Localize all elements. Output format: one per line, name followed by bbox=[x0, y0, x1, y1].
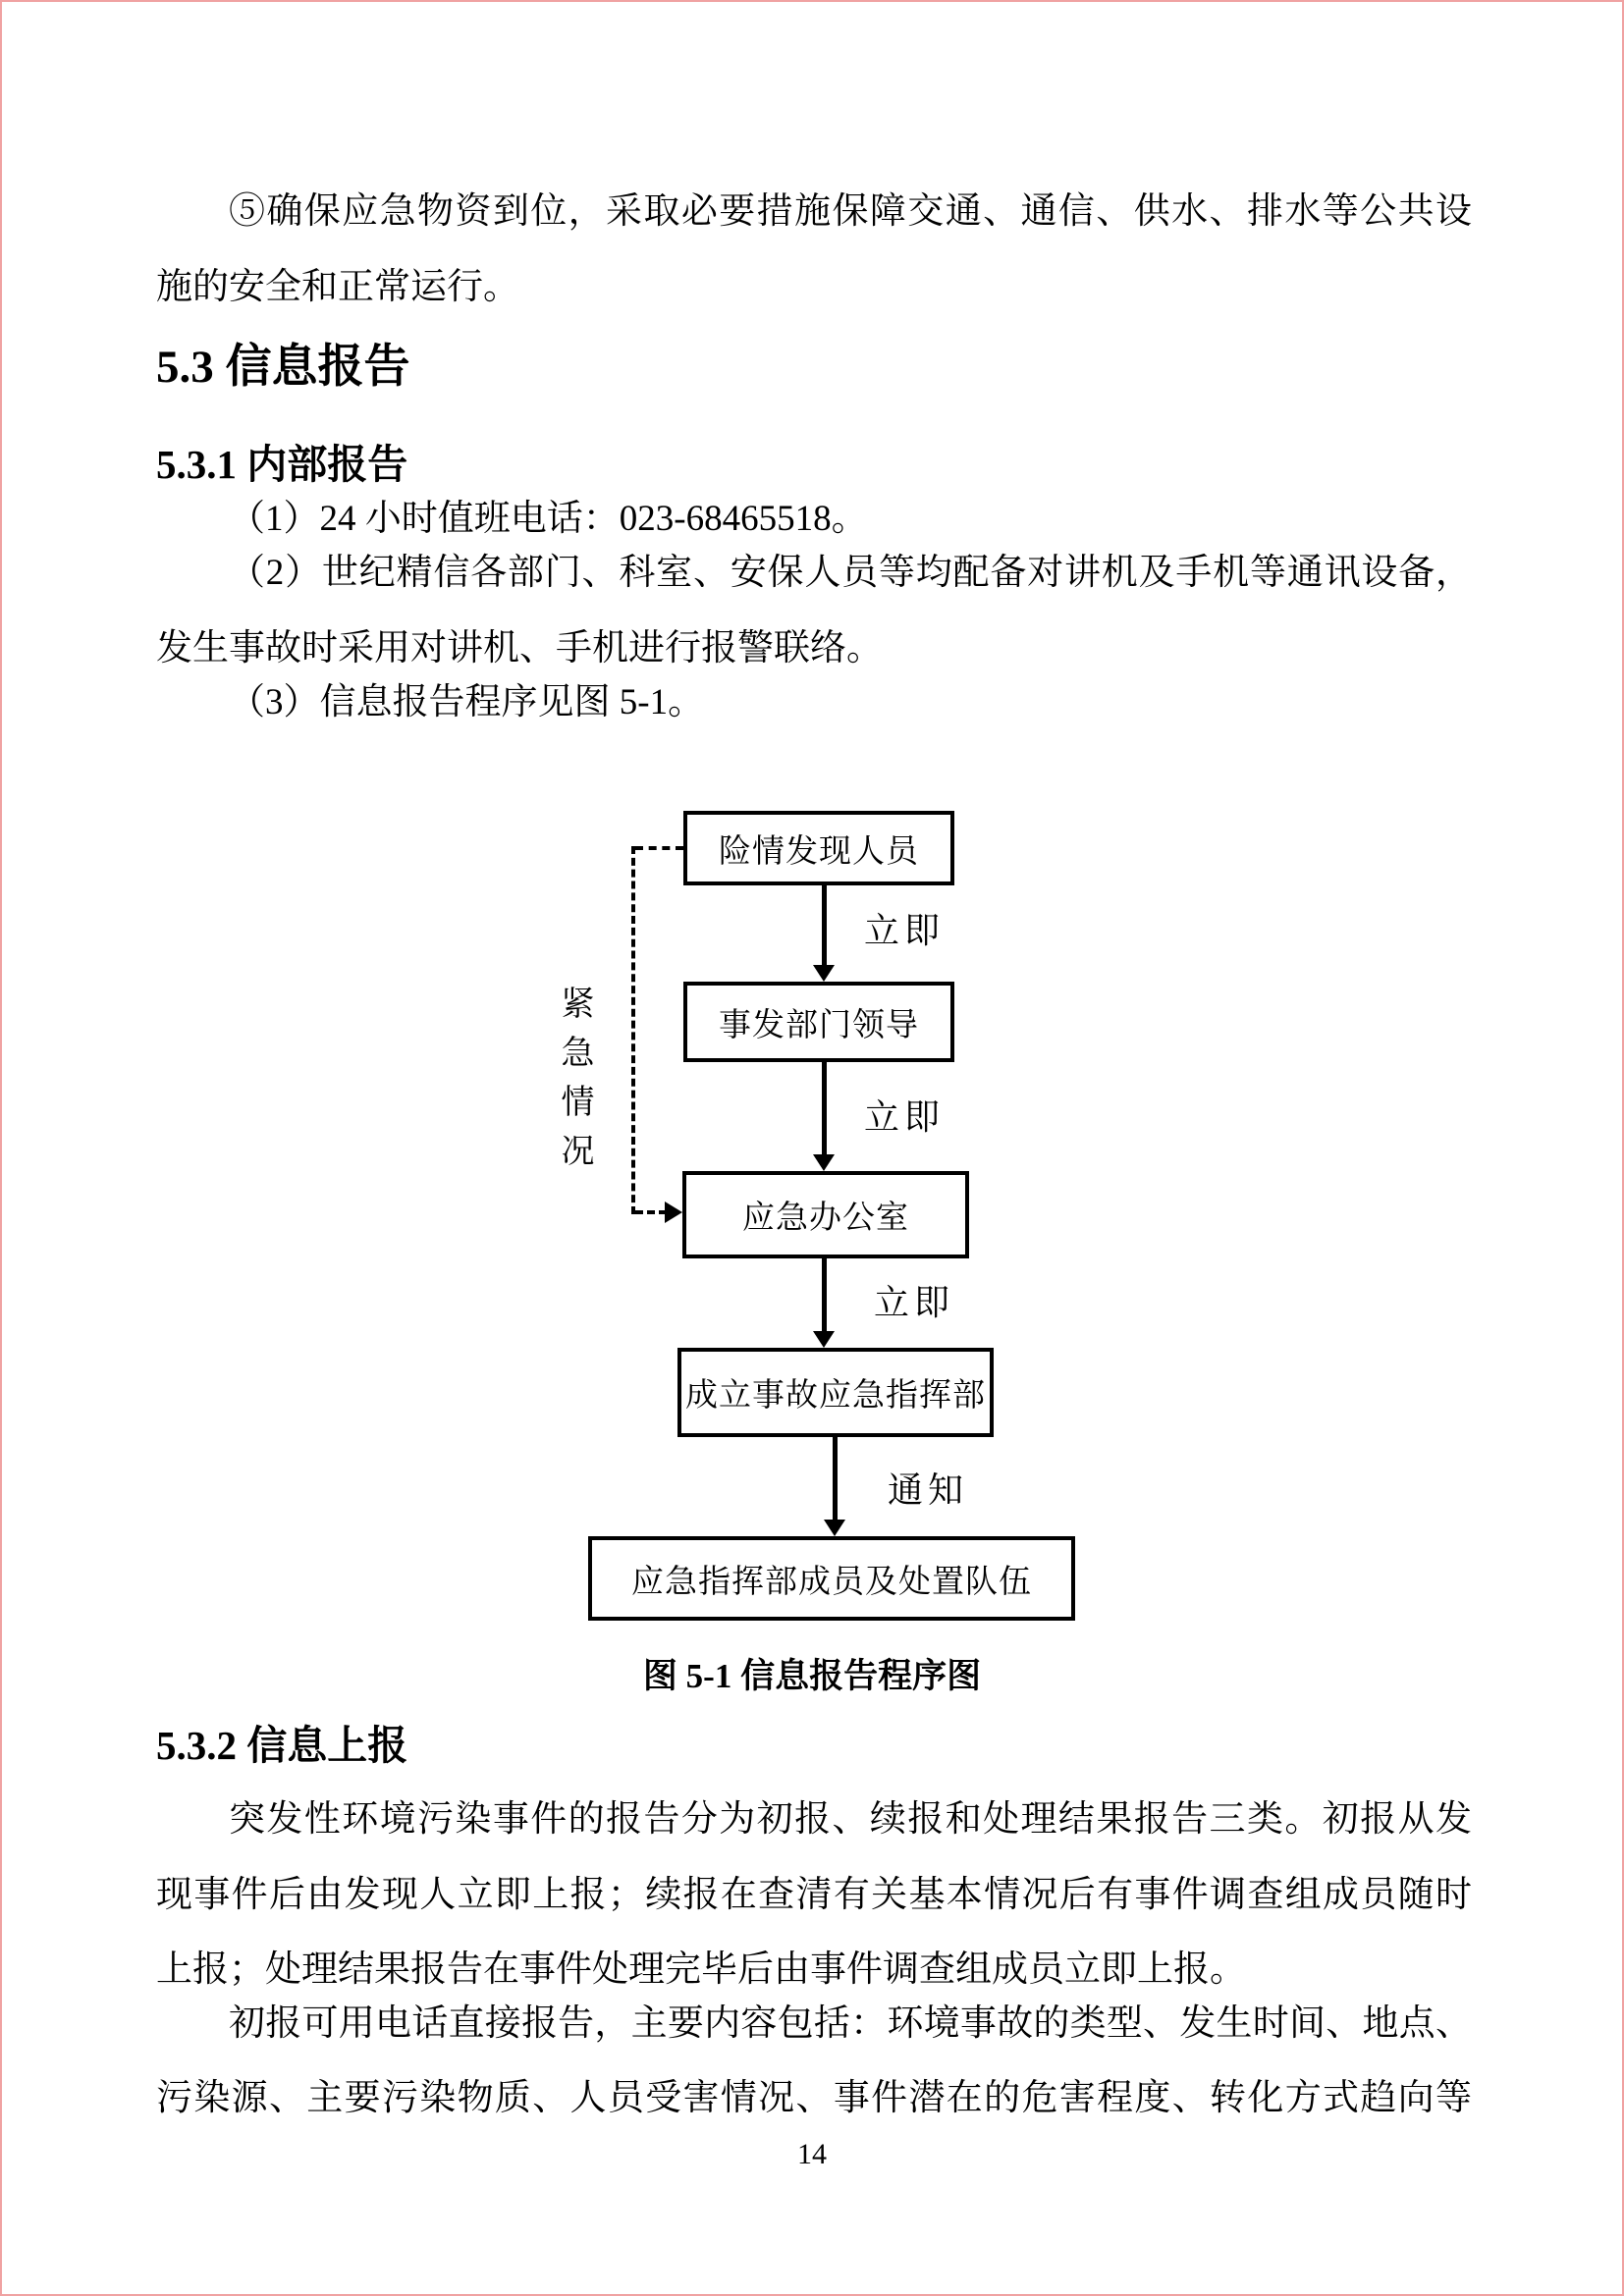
bypass-arrow-head bbox=[665, 1201, 682, 1223]
bypass-label: 紧急情况 bbox=[556, 986, 592, 1182]
flowchart-box-command-center-label: 成立事故应急指挥部 bbox=[685, 1378, 986, 1414]
bypass-dashed-top bbox=[635, 846, 683, 850]
heading-5-3-1: 5.3.1 内部报告 bbox=[156, 442, 408, 487]
arrow-line-3 bbox=[822, 1258, 827, 1331]
paragraph-initial-report-line1: 初报可用电话直接报告，主要内容包括：环境事故的类型、发生时间、地点、 bbox=[229, 2003, 1472, 2044]
arrow-head-3 bbox=[813, 1331, 835, 1348]
item-intercom-line1: （2）世纪精信各部门、科室、安保人员等均配备对讲机及手机等通讯设备， bbox=[229, 553, 1472, 593]
arrow-head-1 bbox=[813, 965, 835, 982]
paragraph-report-types-line3: 上报；处理结果报告在事件处理完毕后由事件调查组成员立即上报。 bbox=[156, 1949, 1246, 1990]
bypass-dashed-vertical bbox=[631, 846, 635, 1214]
flowchart-box-emergency-office-label: 应急办公室 bbox=[742, 1201, 909, 1236]
flowchart-box-department-leader bbox=[683, 982, 954, 1062]
item-intercom-line2: 发生事故时采用对讲机、手机进行报警联络。 bbox=[156, 628, 883, 668]
flowchart-box-danger-discoverer-label: 险情发现人员 bbox=[719, 833, 919, 870]
item-report-procedure: （3）信息报告程序见图 5-1。 bbox=[229, 682, 705, 722]
arrow-line-2 bbox=[822, 1062, 827, 1154]
paragraph-report-types-line1: 突发性环境污染事件的报告分为初报、续报和处理结果报告三类。初报从发 bbox=[229, 1799, 1472, 1840]
item-duty-phone: （1）24 小时值班电话：023-68465518。 bbox=[229, 499, 868, 539]
paragraph-initial-report-line2: 污染源、主要污染物质、人员受害情况、事件潜在的危害程度、转化方式趋向等 bbox=[156, 2078, 1472, 2118]
flowchart-box-emergency-office bbox=[682, 1171, 969, 1258]
heading-5-3: 5.3 信息报告 bbox=[156, 342, 410, 393]
paragraph-supplies-line2: 施的安全和正常运行。 bbox=[156, 267, 519, 307]
flowchart-box-danger-discoverer bbox=[683, 811, 954, 885]
arrow-label-4: 通知 bbox=[888, 1470, 969, 1510]
flowchart-box-command-center bbox=[677, 1348, 994, 1437]
heading-5-3-2: 5.3.2 信息上报 bbox=[156, 1723, 408, 1768]
arrow-label-1: 立即 bbox=[864, 911, 946, 950]
arrow-head-4 bbox=[824, 1520, 845, 1536]
arrow-line-1 bbox=[822, 885, 827, 965]
page-number: 14 bbox=[797, 2138, 827, 2170]
flowchart-box-department-leader-label: 事发部门领导 bbox=[719, 1007, 919, 1043]
arrow-label-3: 立即 bbox=[874, 1283, 955, 1322]
paragraph-report-types-line2: 现事件后由发现人立即上报；续报在查清有关基本情况后有事件调查组成员随时 bbox=[156, 1875, 1472, 1915]
bypass-dashed-bottom bbox=[635, 1210, 667, 1214]
paragraph-supplies-line1: ⑤确保应急物资到位，采取必要措施保障交通、通信、供水、排水等公共设 bbox=[229, 191, 1472, 232]
arrow-head-2 bbox=[813, 1154, 835, 1171]
arrow-line-4 bbox=[833, 1437, 838, 1520]
flowchart-box-members-teams bbox=[588, 1536, 1075, 1621]
figure-caption: 图 5-1 信息报告程序图 bbox=[642, 1657, 982, 1695]
arrow-label-2: 立即 bbox=[864, 1097, 946, 1137]
flowchart-box-members-teams-label: 应急指挥部成员及处置队伍 bbox=[631, 1564, 1032, 1600]
